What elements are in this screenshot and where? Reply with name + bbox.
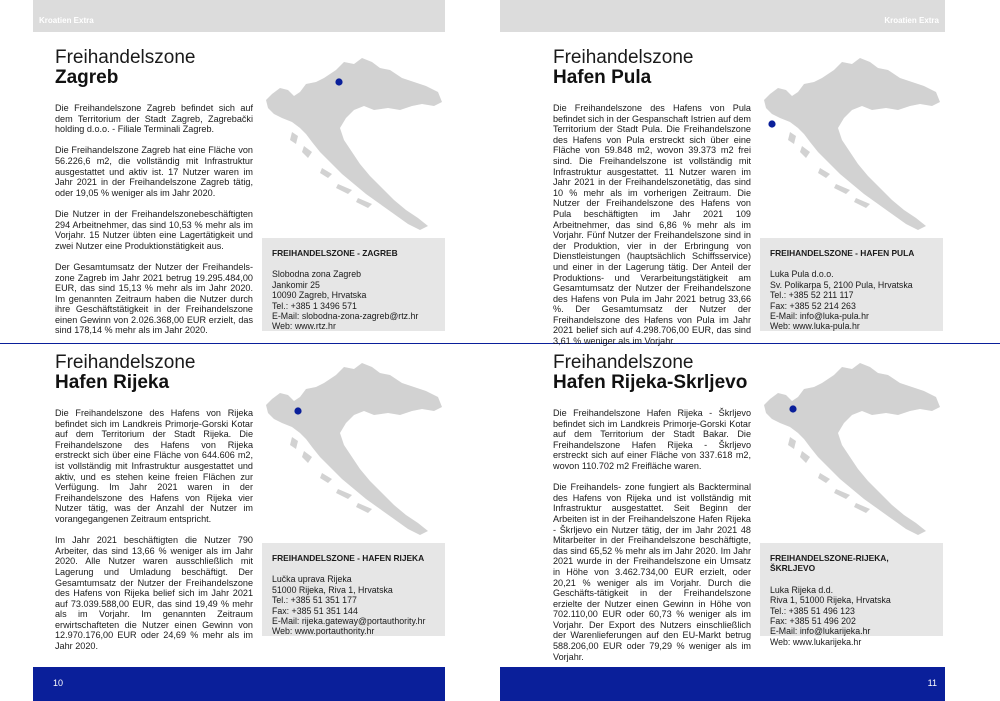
section-title-line2: Hafen Rijeka-Skrljevo — [553, 372, 748, 393]
page-number-left: 10 — [53, 678, 64, 688]
croatia-map-image — [262, 48, 445, 238]
footer-bar-right — [500, 667, 945, 701]
paragraph: Die Freihandelszone Zagreb hat eine Fläche von 56.226,6 m2, die vollständig mit Infrastruktur ausgestattet und aktiv ist. 17 Nutzer waren im Jahr 2021 in der Freihandelszone Zagreb tätig, oder 19,05 % weniger als im Jahr 2020. — [55, 145, 253, 198]
contact-line: Fax: +385 51 351 144 — [272, 605, 358, 616]
header-bar-left — [33, 0, 445, 32]
contact-web-link[interactable]: Web: www.lukarijeka.hr — [770, 636, 862, 647]
contact-info-title: FREIHANDELSZONE - HAFEN PULA — [770, 248, 915, 258]
section-body-text — [553, 408, 751, 673]
section-title-line1: Freihandelszone — [553, 352, 694, 373]
contact-line: Tel.: +385 52 211 117 — [770, 290, 854, 301]
section-title-line1: Freihandelszone — [55, 352, 196, 373]
section-title-line1: Freihandelszone — [55, 47, 196, 68]
contact-line: Slobodna zona Zagreb — [272, 269, 362, 280]
paragraph: Die Freihandels- zone fungiert als Backterminal des Hafens von Rijeka und ist vollständig mit Infrastruktur ausgestattet. Seit Beginn der Arbeiten ist in der Freihandelszone Hafen Rijeka - Škrljevo ein Nutzer tätig, der im Jahr 2021 48 Mitarbeiter in der Freihandelszone beschäftigte, das sind 65,52 % mehr als im Jahr 2020. Im Jahr 2021 wurde in der Freihandelszone ein Umsatz in Höhe von 3.462.734,00 EUR erzielt, oder 20,21 % weniger als im Vorjahr. Durch die Geschäfts-tätigkeit in der Freihandelszone erzielte der Nutzer einen Gewinn in Höhe von 702.110,00 EUR oder 60,73 % weniger als im Vorjahr. Der Export des Nutzers einschließlich der Warenlieferungen auf den EU-Markt betrug 588.206,00 EUR oder 79,29 % weniger als im Vorjahr. — [553, 482, 751, 662]
contact-line: Riva 1, 51000 Rijeka, Hrvatska — [770, 595, 891, 606]
croatia-map-image — [760, 353, 943, 543]
croatia-map-image — [262, 353, 445, 543]
section-title-line2: Zagreb — [55, 67, 119, 88]
location-marker — [768, 120, 775, 127]
contact-line: Luka Pula d.o.o. — [770, 269, 834, 280]
contact-info-box — [262, 238, 445, 331]
contact-line: Fax: +385 51 496 202 — [770, 616, 856, 627]
contact-info-title: FREIHANDELSZONE - HAFEN RIJEKA — [272, 553, 425, 563]
section-title-line1: Freihandelszone — [553, 47, 694, 68]
contact-web-link[interactable]: Web: www.rtz.hr — [272, 321, 336, 332]
contact-line: 51000 Rijeka, Riva 1, Hrvatska — [272, 584, 393, 595]
contact-line: Tel.: +385 51 351 177 — [272, 595, 357, 606]
paragraph: Die Freihandelszone des Hafens von Pula befindet sich in der Gespanschaft Istrien auf dem Territorium der Stadt Pula. Die Freihandelszone des Hafens von Pula erstreckt sich über eine Fläche von 59.848 m2, wovon 39.373 m2 frei sind. Die Freihandelszone ist vollständig mit Infrastruktur ausgestattet. 11 Nutzer waren im Jahr 2021 in der Freihandelszonetätig, das sind 10 % mehr als im vorherigen Zeitraum. Die Nutzer der Freihandelszone des Hafens von Pula beschäftigten im Jahr 2021 109 Arbeitnehmer, das sind 6,86 % mehr als im Vorjahr. Fünf Nutzer der Freihandelszone sind in der Produktion, vier in der Erbringung von Dienstleistungen (hauptsächlich Schiffsservice) und einer in der Lagerung tätig. Der Anteil der Produktions- und Verarbeitungstätigkeit am Gesamtumsatz der Nutzer der Freihandelszone des Hafens von Pula im Jahr 2021 betrug 33,66 %. Der Gesamtumsatz der Nutzer der Freihandelszone des Hafens von Pula im Jahr 2021 belief sich auf 4.298.706,00 EUR, das sind 3,61 % weniger als im Vorjahr. — [553, 103, 751, 347]
paragraph: Der Gesamtumsatz der Nutzer der Freihandels-zone Zagreb im Jahr 2021 betrug 19.295.484,00 EUR, das sind 15,13 % mehr als im Jahr 2020. Im genannten Zeitraum haben die Nutzer durch ihre Geschäftstätigkeit in der Freihandelszone einen Gewinn von 2.026.368,00 EUR erzielt, das sind 178,14 % mehr als im Jahr 2020. — [55, 261, 253, 336]
location-marker — [294, 407, 301, 414]
contact-line: Tel.: +385 51 496 123 — [770, 605, 855, 616]
croatia-map-image — [760, 48, 943, 238]
section-body-text — [553, 103, 751, 357]
section-body-text — [55, 408, 253, 662]
contact-info-title: FREIHANDELSZONE-RIJEKA, ŠKRLJEVO — [770, 553, 889, 574]
section-pula — [553, 47, 953, 347]
header-label-right: Kroatien Extra — [884, 16, 939, 25]
contact-email[interactable]: E-Mail: rijeka.gateway@portauthority.hr — [272, 616, 426, 627]
contact-line: 10090 Zagreb, Hrvatska — [272, 290, 367, 301]
contact-line: Jankomir 25 — [272, 279, 320, 290]
contact-info-title: FREIHANDELSZONE - ZAGREB — [272, 248, 398, 258]
contact-info-box — [760, 543, 943, 647]
section-zagreb — [55, 47, 455, 336]
footer-bar-left — [33, 667, 445, 701]
paragraph: Die Freihandelszone Zagreb befindet sich auf dem Territorium der Stadt Zagreb, Zagrebački holding d.o.o. - Filiale Terminali Zagreb. — [55, 103, 253, 135]
paragraph: Die Nutzer in der Freihandelszonebeschäftigten 294 Arbeitnehmer, das sind 10,53 % mehr als im Vorjahr. 15 Nutzer übten eine Lagertätigkeit und zwei Nutzer eine Produktionstätigkeit aus. — [55, 208, 253, 251]
contact-email[interactable]: E-Mail: info@luka-pula.hr — [770, 311, 869, 322]
contact-line: Tel.: +385 1 3496 571 — [272, 300, 357, 311]
header-label-left: Kroatien Extra — [39, 16, 94, 25]
contact-web-link[interactable]: Web: www.portauthority.hr — [272, 626, 375, 637]
paragraph: Die Freihandelszone Hafen Rijeka - Škrljevo befindet sich im Landkreis Primorje-Gorski Kotar auf dem Territorium der Stadt Bakar. Die Freihandelszone Hafen Rijeka - Škrljevo erstreckt sich auf einer Fläche von 337.618 m2, wovon 110.702 m2 Freifläche waren. — [553, 408, 751, 471]
location-marker — [789, 405, 796, 412]
contact-info-box — [760, 238, 943, 331]
contact-email[interactable]: E-Mail: slobodna-zona-zagreb@rtz.hr — [272, 311, 419, 322]
location-marker — [335, 78, 342, 85]
section-title-line2: Hafen Rijeka — [55, 372, 170, 393]
section-rijeka-skrljevo — [553, 352, 953, 662]
contact-email[interactable]: E-Mail: info@lukarijeka.hr — [770, 626, 871, 637]
section-body-text — [55, 103, 253, 347]
paragraph: Die Freihandelszone des Hafens von Rijeka befindet sich im Landkreis Primorje-Gorski Kotar auf dem Territorium der Stadt Rijeka. Die Freihandelszone des Hafens von Rijeka erstreckt sich über eine Fläche von 644.606 m2, ist vollständig mit Infrastruktur ausgestattet und aktiv, und es stehen keine freien Flächen zur Verfügung. Im Jahr 2021 waren in der Freihandelszone des Hafens von Rijeka vier Nutzer tätig, was der Anzahl der Nutzer im vorangegangenen Zeitraum entspricht. — [55, 408, 253, 524]
header-bar-right — [500, 0, 945, 32]
contact-line: Fax: +385 52 214 263 — [770, 300, 856, 311]
section-rijeka — [55, 352, 455, 652]
contact-line: Luka Rijeka d.d. — [770, 584, 834, 595]
section-title-line2: Hafen Pula — [553, 67, 652, 88]
contact-info-box — [262, 543, 445, 636]
paragraph: Im Jahr 2021 beschäftigten die Nutzer 790 Arbeiter, das sind 13,66 % weniger als im Jahr 2020. Alle Nutzer waren ausschließlich mit Lagerung und Umladung beschäftigt. Der Gesamtumsatz der Nutzer der Freihandelszone des Hafens von Rijeka belief sich im Jahr 2021 auf 73.039.588,00 EUR, das sind 19,49 % mehr als im Vorjahr. Im genannten Zeitraum erwirtschafteten die Nutzer einen Gewinn von 12.970.176,00 EUR oder 24,69 % mehr als im Jahr 2020. — [55, 535, 253, 652]
page-number-right: 11 — [927, 678, 937, 688]
contact-line: Lučka uprava Rijeka — [272, 574, 352, 585]
contact-web-link[interactable]: Web: www.luka-pula.hr — [770, 321, 860, 332]
contact-line: Sv. Polikarpa 5, 2100 Pula, Hrvatska — [770, 279, 913, 290]
